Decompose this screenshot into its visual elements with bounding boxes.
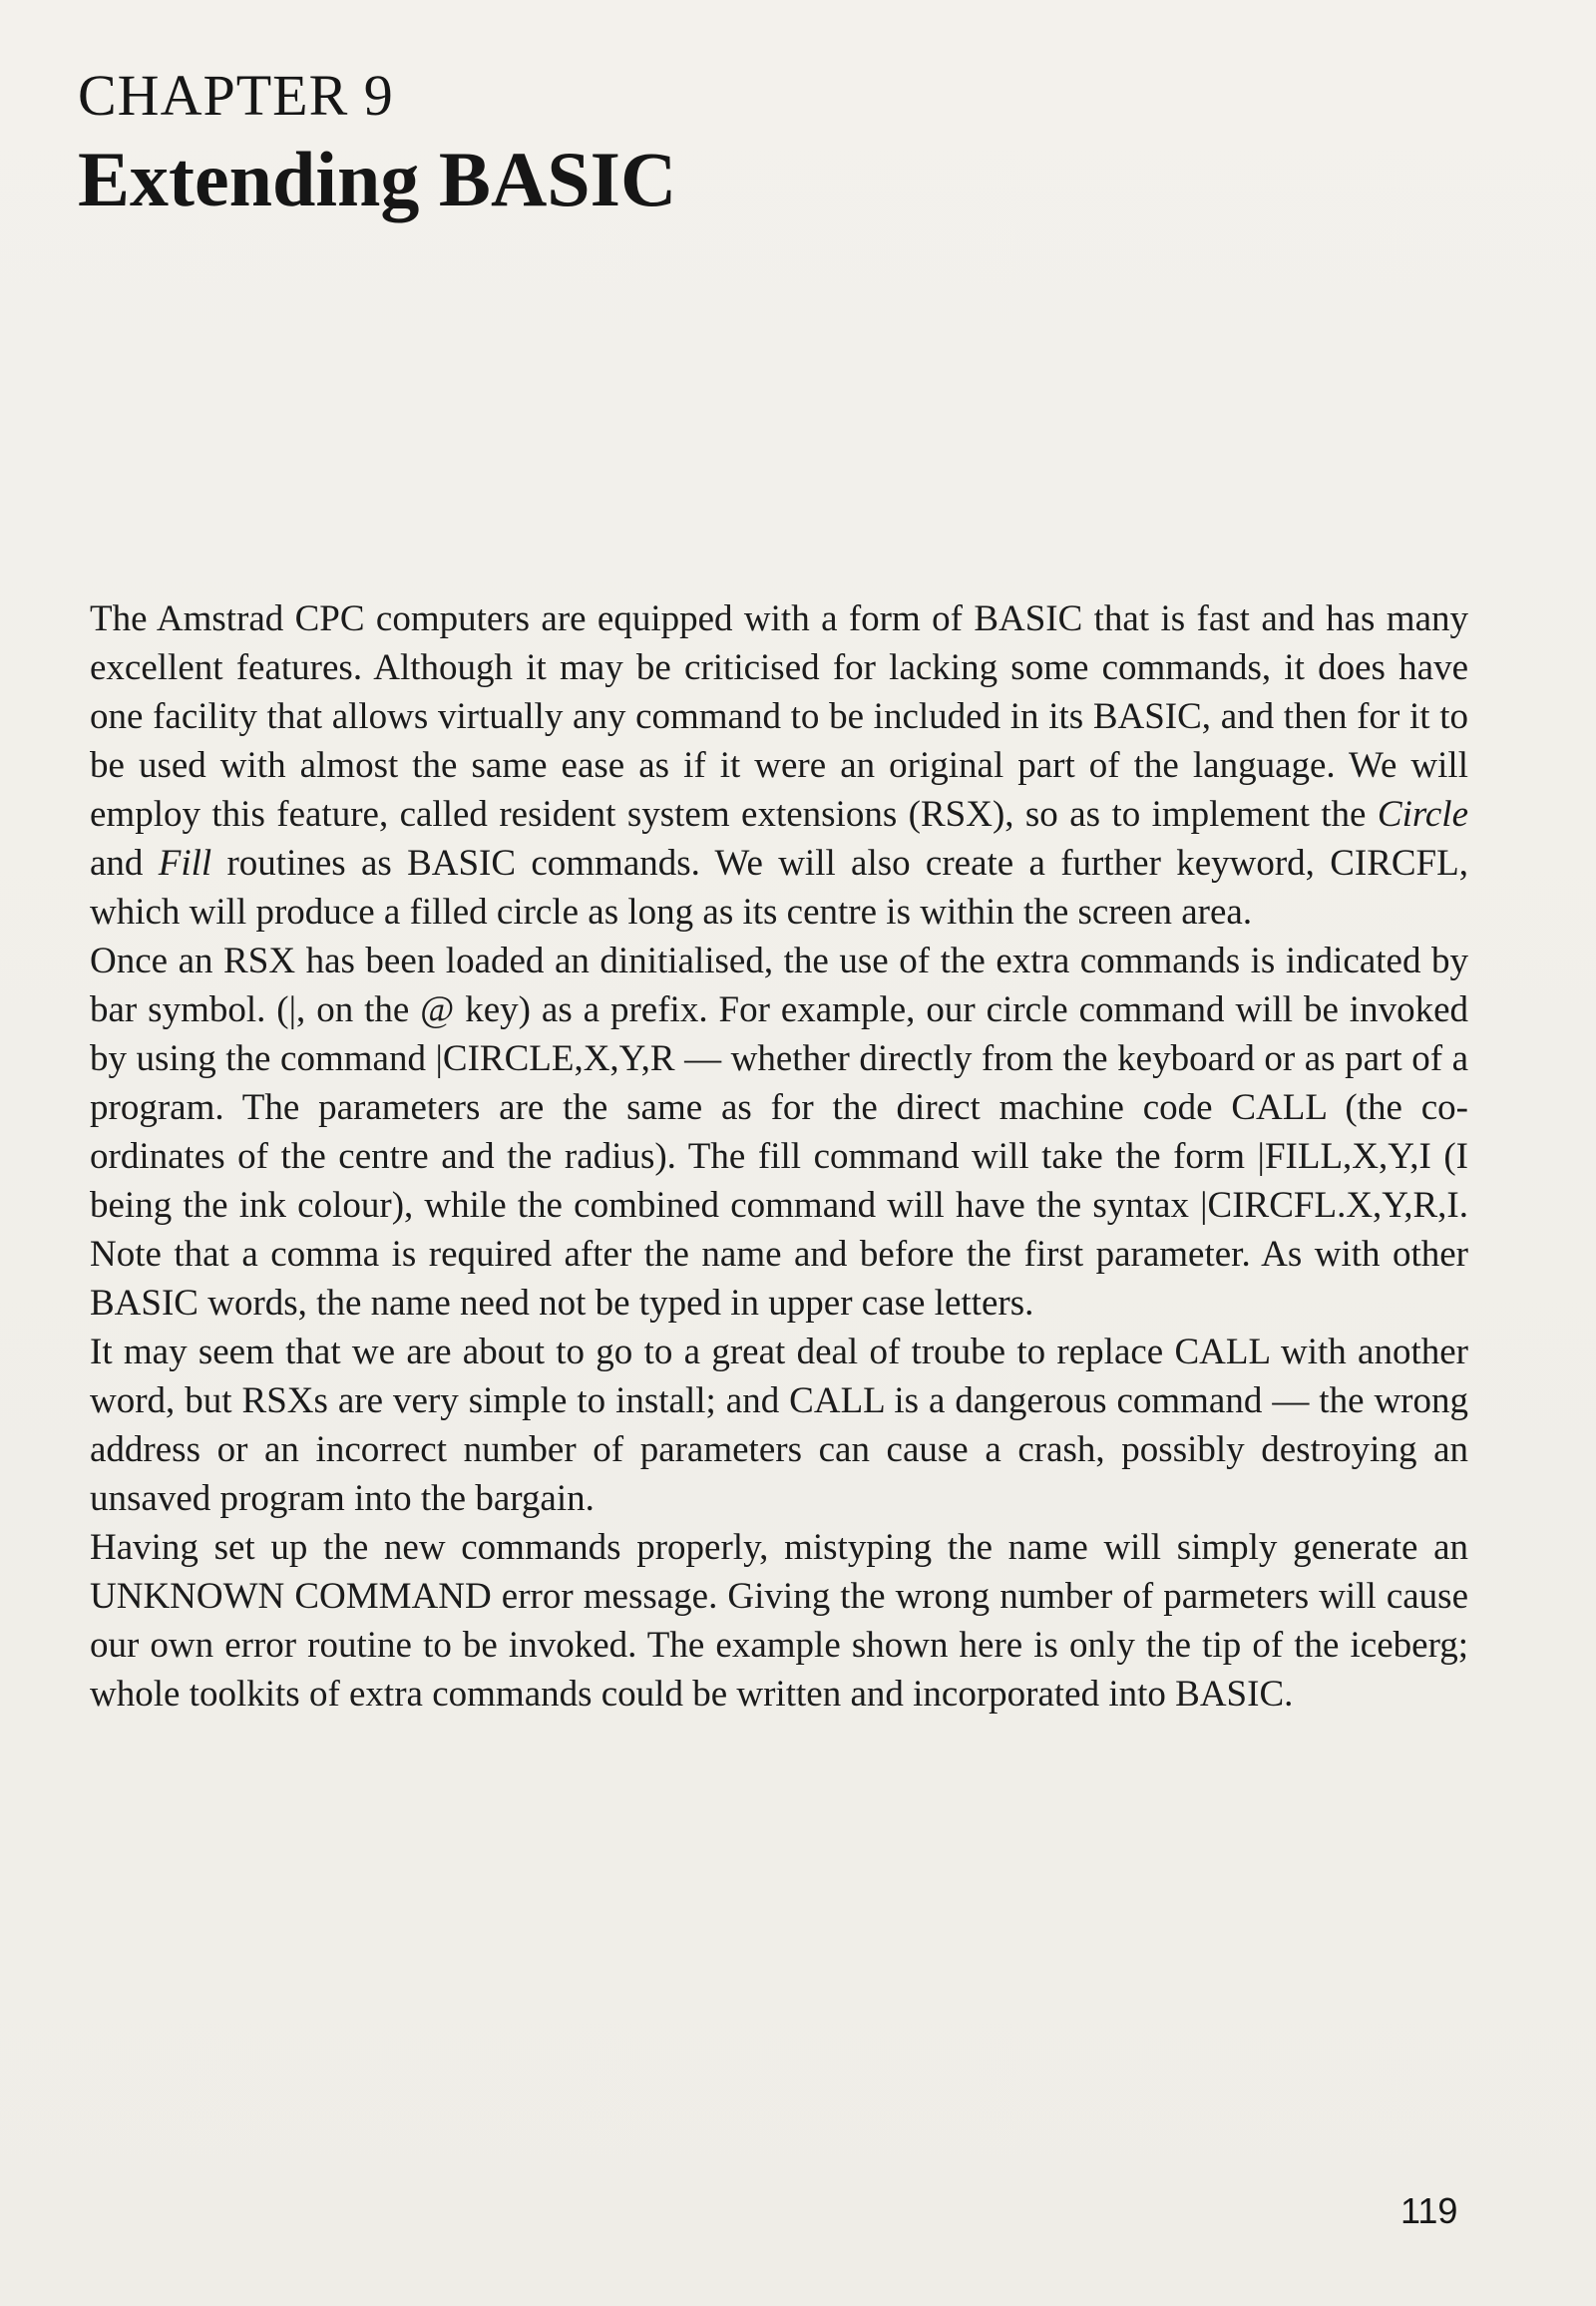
paragraph-2: Once an RSX has been loaded an dinitialised, the use of the extra commands is indicated by bar symbol. (|, on the @ key) as a prefix. For example, our circle command will be invoked by using the command |CIRCLE,X,Y,R — whether directly from the keyboard or as part of a program. The parameters are the same as for the direct machine code CALL (the co-ordinates of the centre and the radius). The fill command will take the form |FILL,X,Y,I (I being the ink colour), while the combined command will have the syntax |CIRCFL.X,Y,R,I. Note that a comma is required after the name and before the first parameter. As with other BASIC words, the name need not be typed in upper case letters. [90, 941, 1468, 1324]
page-number: 119 [1400, 2190, 1458, 2231]
paragraph-1 [90, 594, 1468, 937]
paragraph-4: Having set up the new commands properly, mistyping the name will simply generate an UNKNOWN COMMAND error message. Giving the wrong number of parmeters will cause our own error routine to be invoked. The example shown here is only the tip of the iceberg; whole toolkits of extra commands could be written and incorporated into BASIC. [90, 1527, 1468, 1715]
chapter-label: CHAPTER 9 [78, 63, 394, 128]
circle-term: Circle [1377, 794, 1468, 835]
bleed-through-shadow [978, 55, 1496, 384]
paragraph-3: It may seem that we are about to go to a great deal of troube to replace CALL with another word, but RSXs are very simple to install; and CALL is a dangerous command — the wrong address or an incorrect number of parameters can cause a crash, possibly destroying an unsaved program into the bargain. [90, 1332, 1468, 1519]
paragraph-1-part-c: routines as BASIC commands. We will also create a further keyword, CIRCFL, which will produce a filled circle as long as its centre is within the screen area. [90, 843, 1468, 933]
paragraph-1-part-a: The Amstrad CPC computers are equipped with a form of BASIC that is fast and has many excellent features. Although it may be criticised for lacking some commands, it does have one facility that allows virtually any command to be included in its BASIC, and then for it to be used with almost the same ease as if it were an original part of the language. We will employ this feature, called resident system extensions (RSX), so as to implement the [90, 598, 1468, 835]
body-text [90, 594, 1468, 1719]
fill-term: Fill [158, 843, 212, 884]
chapter-title: Extending BASIC [78, 136, 677, 222]
paragraph-1-part-b: and [90, 843, 159, 884]
